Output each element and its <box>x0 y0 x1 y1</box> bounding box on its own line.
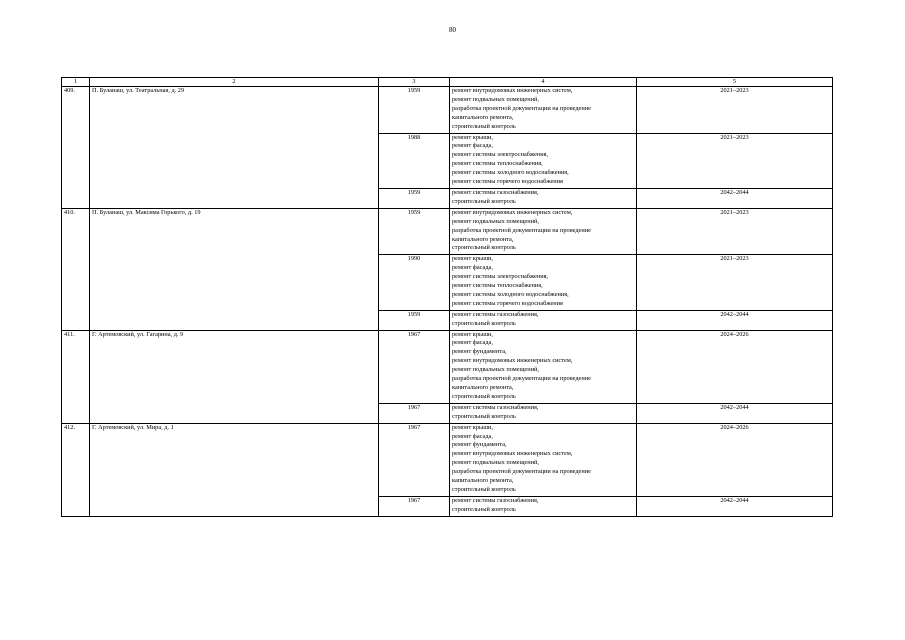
year-cell: 1959 <box>379 310 450 330</box>
building-address: П. Буланаш, ул. Театральная, д. 29 <box>90 87 379 209</box>
record-number: 412. <box>62 423 90 516</box>
work-item: ремонт системы холодного водоснабжения, <box>452 169 569 177</box>
work-item: ремонт системы газоснабжения, <box>452 403 539 411</box>
column-header-1: 1 <box>62 78 90 87</box>
building-address: Г. Артемовский, ул. Мира, д. 1 <box>90 423 379 516</box>
year-cell: 1967 <box>379 403 450 423</box>
work-item: ремонт системы горячего водоснабжения <box>452 299 563 307</box>
table-row <box>62 208 833 255</box>
year-cell: 1959 <box>379 208 450 255</box>
year-cell: 1988 <box>379 133 450 188</box>
works-list-cell <box>450 330 637 403</box>
year-cell: 1967 <box>379 330 450 403</box>
period-cell: 2021–2023 <box>637 133 833 188</box>
period-cell: 2021–2023 <box>637 87 833 134</box>
building-address: Г. Артемовский, ул. Гагарина, д. 9 <box>90 330 379 423</box>
period-cell: 2021–2023 <box>637 255 833 310</box>
work-item: разработка проектной документации на проведение <box>452 468 591 476</box>
table-body <box>62 78 833 517</box>
work-item: капитального ремонта, <box>452 477 514 485</box>
work-item: ремонт системы теплоснабжения, <box>452 160 543 168</box>
work-item: ремонт подвальных помещений, <box>452 95 539 103</box>
work-item: разработка проектной документации на проведение <box>452 104 591 112</box>
column-header-5: 5 <box>637 78 833 87</box>
work-item: строительный контроль <box>452 485 516 493</box>
period-cell: 2024–2026 <box>637 330 833 403</box>
work-item: ремонт фасада, <box>452 432 493 440</box>
year-cell: 1959 <box>379 188 450 208</box>
work-item: капитального ремонта, <box>452 113 514 121</box>
record-number: 410. <box>62 208 90 330</box>
work-item: ремонт внутридомовых инженерных систем, <box>452 357 573 365</box>
work-item: ремонт системы теплоснабжения, <box>452 282 543 290</box>
work-item: строительный контроль <box>452 197 516 205</box>
year-cell: 1959 <box>379 87 450 134</box>
building-address: П. Буланаш, ул. Максима Горького, д. 19 <box>90 208 379 330</box>
table-row <box>62 423 833 496</box>
column-header-2: 2 <box>90 78 379 87</box>
period-cell: 2042–2044 <box>637 188 833 208</box>
work-item: ремонт крыши, <box>452 330 494 338</box>
works-list-cell <box>450 255 637 310</box>
table-row <box>62 330 833 403</box>
work-item: строительный контроль <box>452 392 516 400</box>
work-item: ремонт системы электроснабжения, <box>452 151 549 159</box>
period-cell: 2042–2044 <box>637 310 833 330</box>
work-item: ремонт подвальных помещений, <box>452 217 539 225</box>
work-item: ремонт системы газоснабжения, <box>452 310 539 318</box>
work-item: ремонт фасада, <box>452 142 493 150</box>
work-item: ремонт фундамента, <box>452 348 507 356</box>
work-item: ремонт фасада, <box>452 264 493 272</box>
works-list-cell <box>450 133 637 188</box>
year-cell: 1967 <box>379 496 450 516</box>
works-list-cell <box>450 208 637 255</box>
work-item: ремонт внутридомовых инженерных систем, <box>452 208 573 216</box>
work-item: ремонт крыши, <box>452 255 494 263</box>
record-number: 409. <box>62 87 90 209</box>
year-cell: 1990 <box>379 255 450 310</box>
table-row <box>62 87 833 134</box>
work-item: строительный контроль <box>452 122 516 130</box>
works-list-cell <box>450 310 637 330</box>
work-item: ремонт фасада, <box>452 339 493 347</box>
work-item: ремонт фундамента, <box>452 441 507 449</box>
works-list-cell <box>450 87 637 134</box>
work-item: ремонт подвальных помещений, <box>452 366 539 374</box>
period-cell: 2021–2023 <box>637 208 833 255</box>
work-item: строительный контроль <box>452 412 516 420</box>
work-item: ремонт системы газоснабжения, <box>452 496 539 504</box>
works-list-cell <box>450 496 637 516</box>
works-list-cell <box>450 403 637 423</box>
record-number: 411. <box>62 330 90 423</box>
work-item: строительный контроль <box>452 505 516 513</box>
work-item: капитального ремонта, <box>452 235 514 243</box>
work-item: разработка проектной документации на проведение <box>452 226 591 234</box>
work-item: ремонт системы холодного водоснабжения, <box>452 290 569 298</box>
column-header-4: 4 <box>450 78 637 87</box>
work-item: разработка проектной документации на проведение <box>452 375 591 383</box>
period-cell: 2042–2044 <box>637 496 833 516</box>
work-item: ремонт системы электроснабжения, <box>452 273 549 281</box>
repair-schedule-table <box>61 77 833 517</box>
page-number: 80 <box>449 26 456 34</box>
work-item: ремонт внутридомовых инженерных систем, <box>452 87 573 94</box>
year-cell: 1967 <box>379 423 450 496</box>
work-item: ремонт подвальных помещений, <box>452 459 539 467</box>
work-item: ремонт системы газоснабжения, <box>452 188 539 196</box>
work-item: ремонт системы горячего водоснабжения <box>452 178 563 186</box>
work-item: ремонт крыши, <box>452 423 494 431</box>
column-header-3: 3 <box>379 78 450 87</box>
work-item: ремонт внутридомовых инженерных систем, <box>452 450 573 458</box>
period-cell: 2042–2044 <box>637 403 833 423</box>
column-number-header-row <box>62 78 833 87</box>
work-item: ремонт крыши, <box>452 133 494 141</box>
work-item: строительный контроль <box>452 319 516 327</box>
work-item: строительный контроль <box>452 244 516 252</box>
works-list-cell <box>450 423 637 496</box>
period-cell: 2024–2026 <box>637 423 833 496</box>
works-list-cell <box>450 188 637 208</box>
work-item: капитального ремонта, <box>452 384 514 391</box>
